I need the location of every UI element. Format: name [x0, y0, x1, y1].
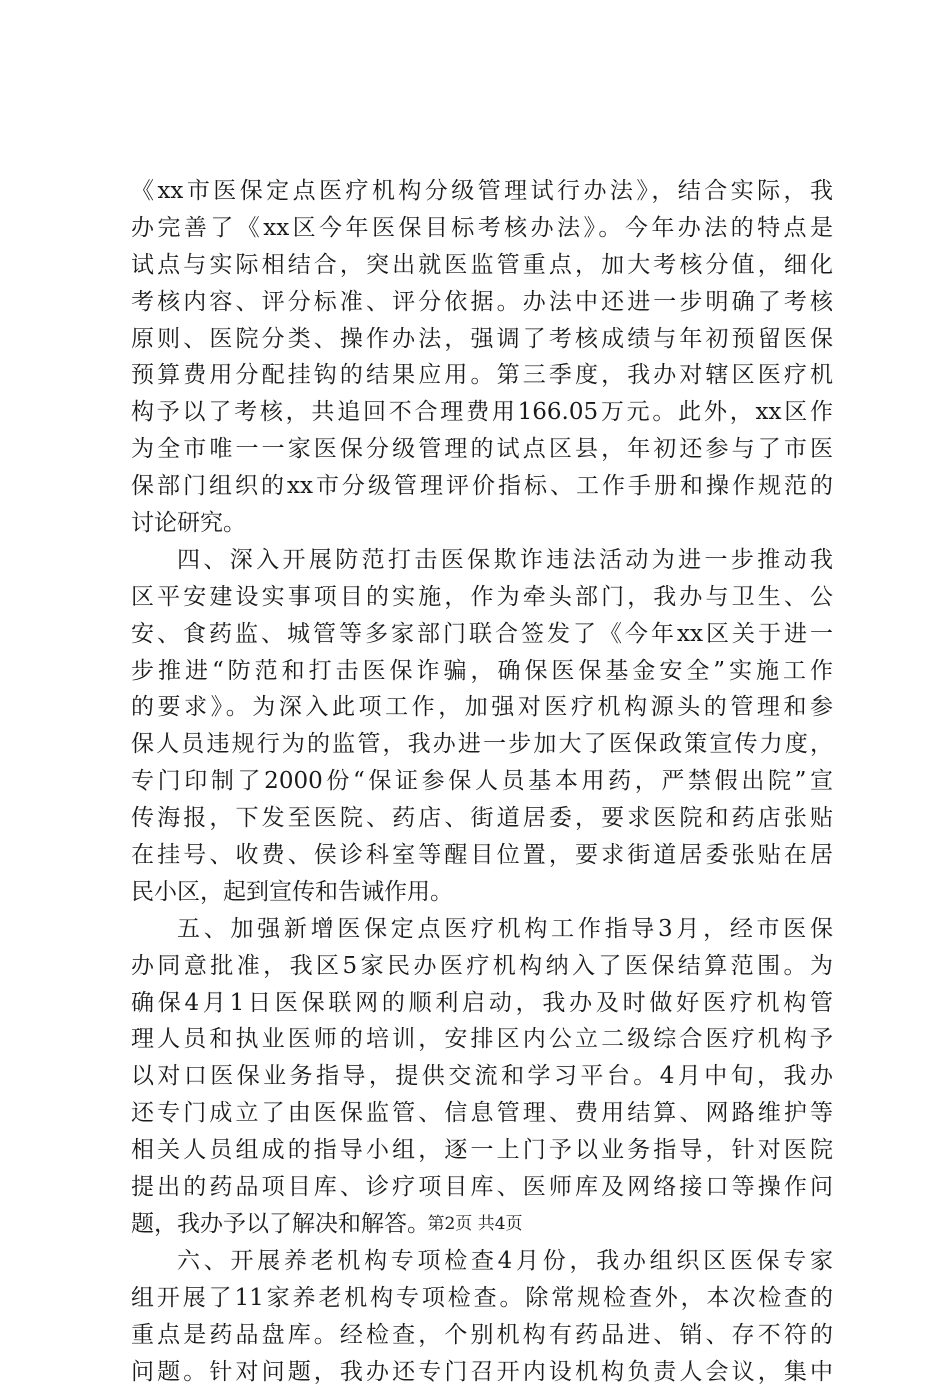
text-line: 《xx市医保定点医疗机构分级管理试行办法》，结合实际，我 [131, 173, 833, 210]
text-line: 问题。针对问题，我办还专门召开内设机构负责人会议，集中 [131, 1354, 833, 1390]
text-line: 传海报，下发至医院、药店、街道居委，要求医院和药店张贴 [131, 800, 833, 837]
page-footer: 第2页 共4页 [0, 1212, 950, 1236]
text-line: 讨论研究。 [131, 505, 833, 542]
text-line: 在挂号、收费、侯诊科室等醒目位置，要求街道居委张贴在居 [131, 837, 833, 874]
text-line: 还专门成立了由医保监管、信息管理、费用结算、网路维护等 [131, 1095, 833, 1132]
text-line: 题，我办予以了解决和解答。 [131, 1206, 833, 1243]
text-line: 重点是药品盘库。经检查，个别机构有药品进、销、存不符的 [131, 1317, 833, 1354]
text-line: 确保4月1日医保联网的顺利启动，我办及时做好医疗机构管 [131, 985, 833, 1022]
document-body [131, 173, 833, 1390]
text-line: 步推进“防范和打击医保诈骗，确保医保基金安全”实施工作 [131, 653, 833, 690]
text-line: 专门印制了2000份“保证参保人员基本用药，严禁假出院”宣 [131, 763, 833, 800]
text-line: 以对口医保业务指导，提供交流和学习平台。4月中旬，我办 [131, 1058, 833, 1095]
text-line: 理人员和执业医师的培训，安排区内公立二级综合医疗机构予 [131, 1021, 833, 1058]
text-line: 五、加强新增医保定点医疗机构工作指导3月，经市医保 [131, 911, 833, 948]
text-line: 民小区，起到宣传和告诫作用。 [131, 874, 833, 911]
text-line: 提出的药品项目库、诊疗项目库、医师库及网络接口等操作问 [131, 1169, 833, 1206]
text-line: 保部门组织的xx市分级管理评价指标、工作手册和操作规范的 [131, 468, 833, 505]
text-line: 四、深入开展防范打击医保欺诈违法活动为进一步推动我 [131, 542, 833, 579]
text-line: 安、食药监、城管等多家部门联合签发了《今年xx区关于进一 [131, 616, 833, 653]
text-line: 原则、医院分类、操作办法，强调了考核成绩与年初预留医保 [131, 321, 833, 358]
text-line: 预算费用分配挂钩的结果应用。第三季度，我办对辖区医疗机 [131, 357, 833, 394]
text-line: 办完善了《xx区今年医保目标考核办法》。今年办法的特点是 [131, 210, 833, 247]
text-line: 六、开展养老机构专项检查4月份，我办组织区医保专家 [131, 1243, 833, 1280]
text-line: 保人员违规行为的监管，我办进一步加大了医保政策宣传力度， [131, 726, 833, 763]
text-line: 为全市唯一一家医保分级管理的试点区县，年初还参与了市医 [131, 431, 833, 468]
text-line: 考核内容、评分标准、评分依据。办法中还进一步明确了考核 [131, 284, 833, 321]
text-line: 办同意批准，我区5家民办医疗机构纳入了医保结算范围。为 [131, 948, 833, 985]
text-line: 构予以了考核，共追回不合理费用166.05万元。此外，xx区作 [131, 394, 833, 431]
text-line: 区平安建设实事项目的实施，作为牵头部门，我办与卫生、公 [131, 579, 833, 616]
text-line: 组开展了11家养老机构专项检查。除常规检查外，本次检查的 [131, 1280, 833, 1317]
text-line: 相关人员组成的指导小组，逐一上门予以业务指导，针对医院 [131, 1132, 833, 1169]
text-line: 试点与实际相结合，突出就医监管重点，加大考核分值，细化 [131, 247, 833, 284]
text-line: 的要求》。为深入此项工作，加强对医疗机构源头的管理和参 [131, 689, 833, 726]
